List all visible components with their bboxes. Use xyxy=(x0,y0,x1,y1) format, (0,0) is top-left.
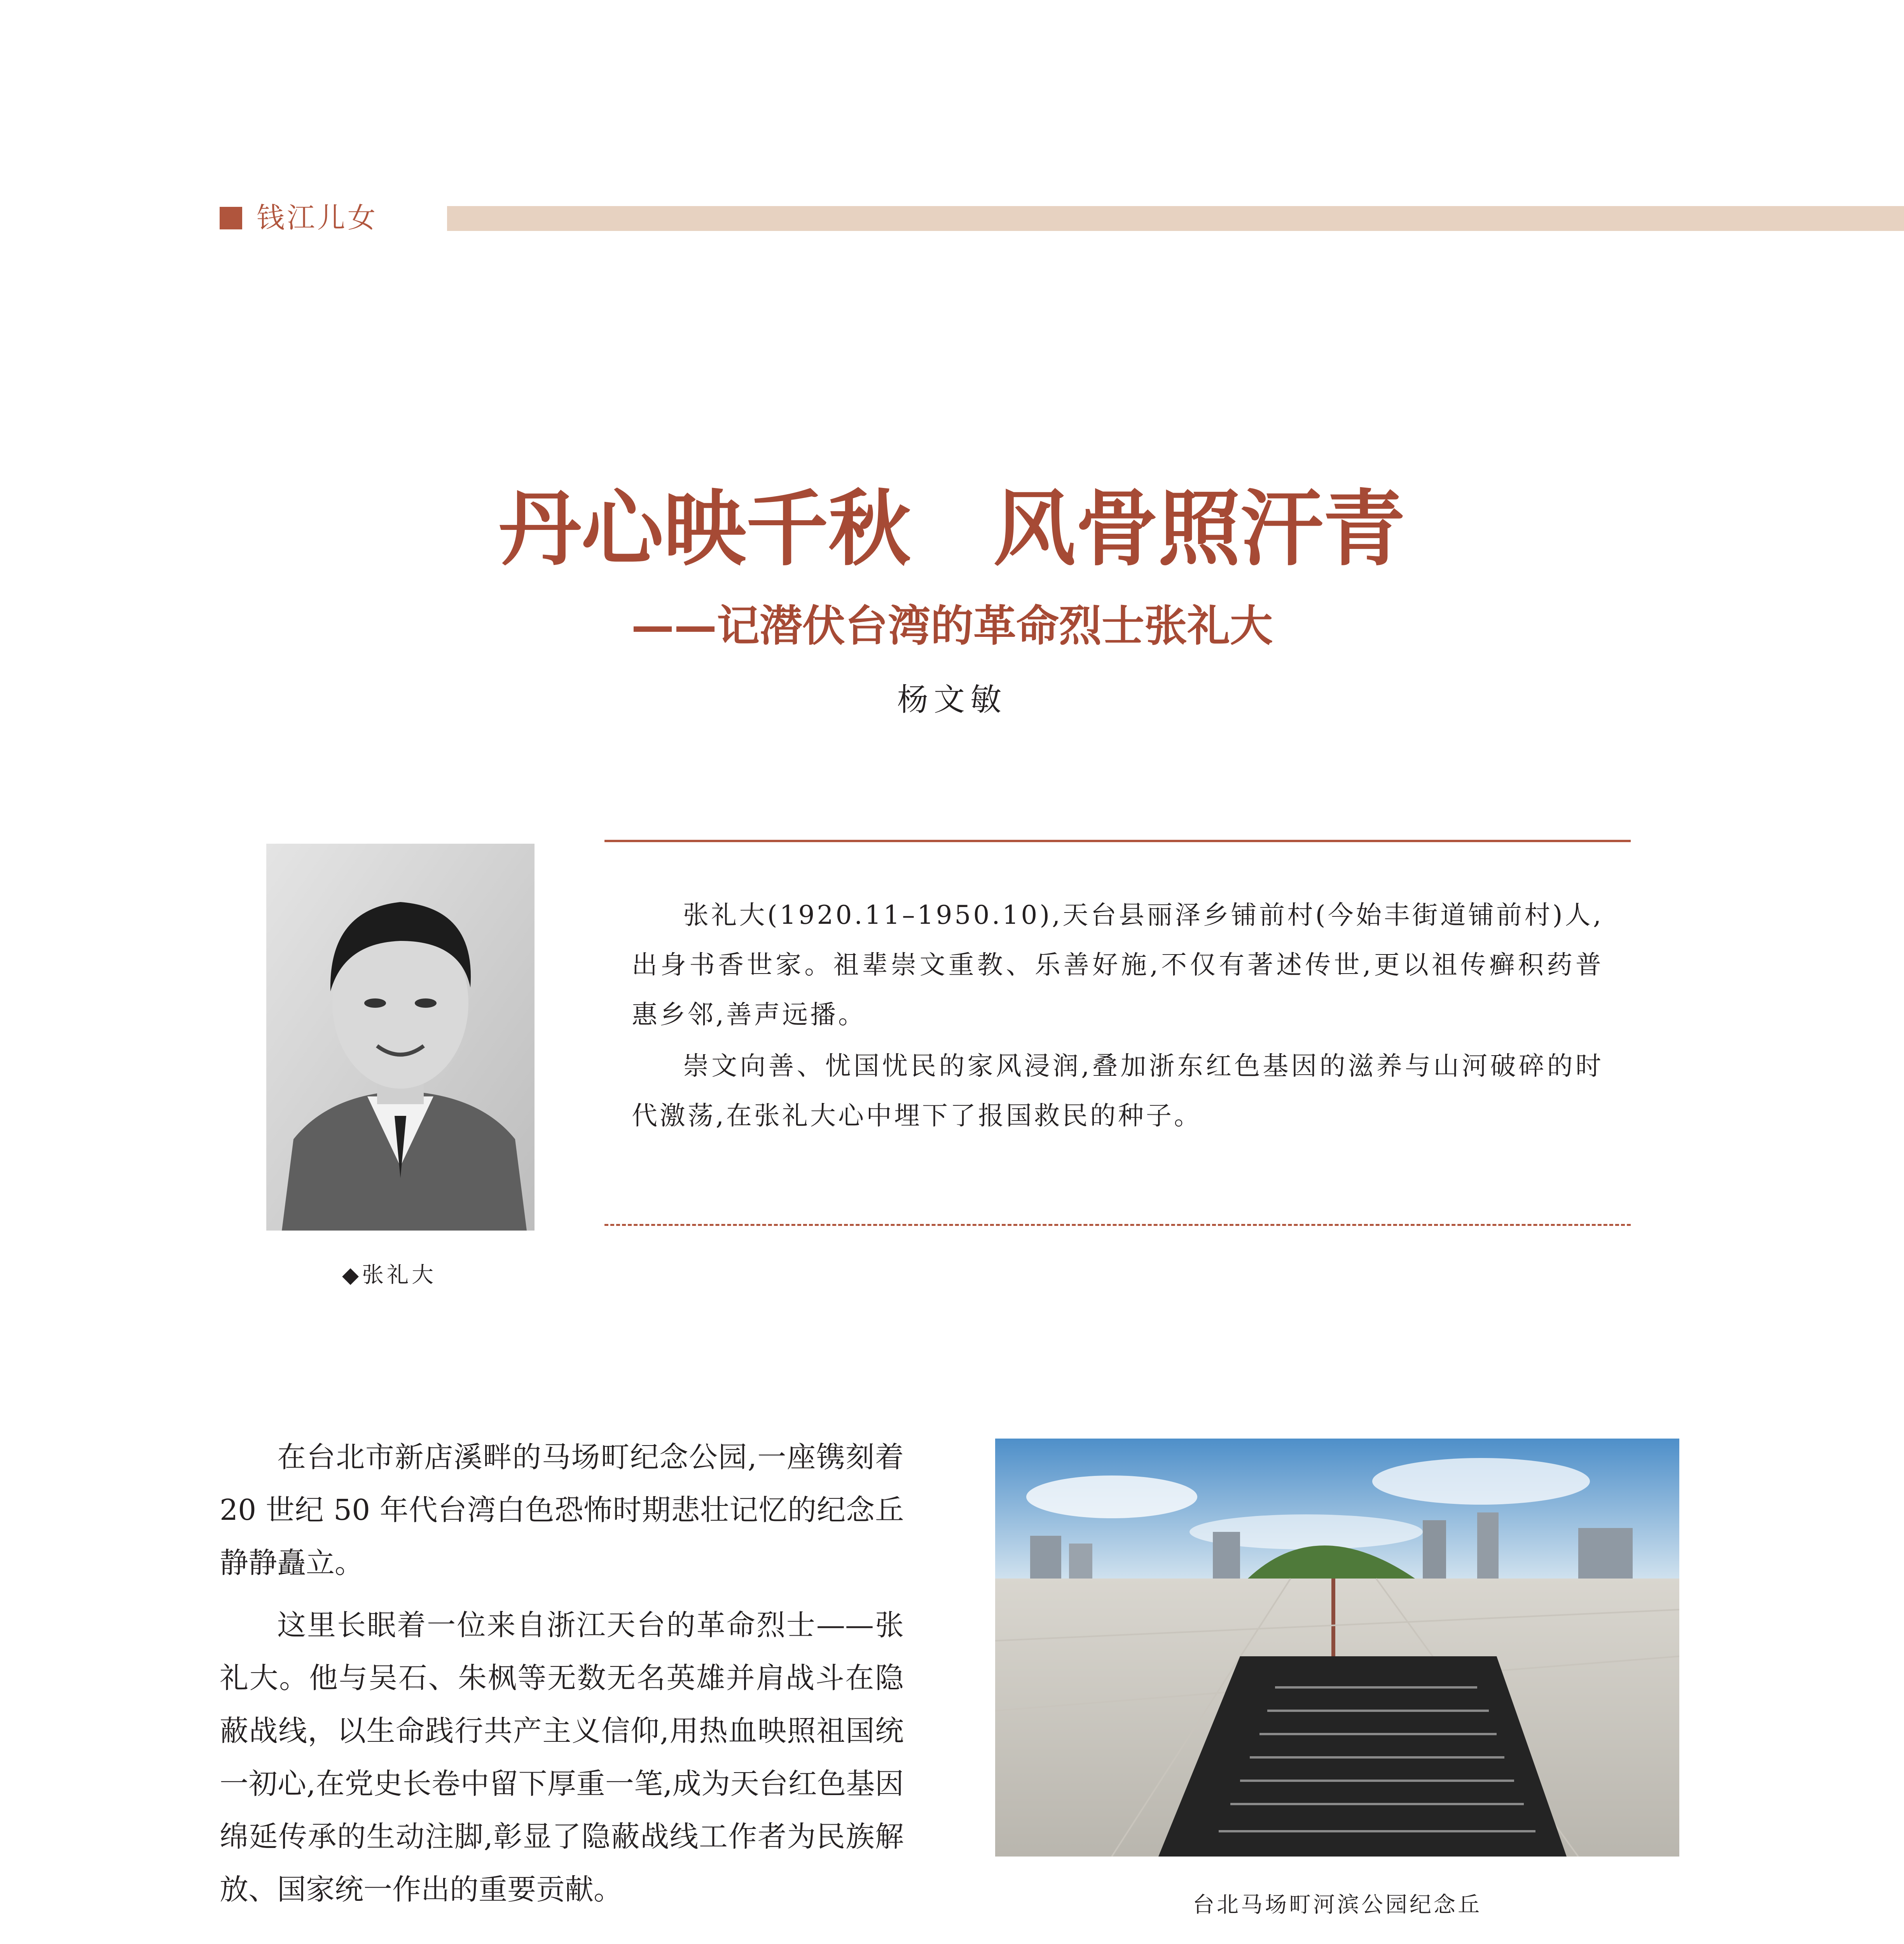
section-label: 钱江儿女 xyxy=(257,201,378,234)
section-bar xyxy=(447,206,1904,231)
article-author: 杨文敏 xyxy=(897,682,1007,718)
memorial-photo xyxy=(995,1439,1679,1857)
body-paragraph: 这里长眠着一位来自浙江天台的革命烈士——张礼大。他与吴石、朱枫等无数无名英雄并肩战斗在隐蔽战线，以生命践行共产主义信仰,用热血映照祖国统一初心,在党史长卷中留下厚重一笔,成为天台红色基因绵延传承的生动注脚,彰显了隐蔽战线工作者为民族解放、国家统一作出的重要贡献。 xyxy=(220,1608,904,1906)
intro-paragraph: 崇文向善、忧国忧民的家风浸润,叠加浙东红色基因的滋养与山河破碎的时代激荡,在张礼大心中埋下了报国救民的种子。 xyxy=(632,1051,1604,1131)
portrait-illustration xyxy=(266,844,535,1231)
intro-summary xyxy=(632,890,1604,1142)
photo-caption: 台北马场町河滨公园纪念丘 xyxy=(1193,1892,1482,1918)
article-title: 丹心映千秋 风骨照汗青 xyxy=(499,480,1405,577)
intro-paragraph: 张礼大(1920.11–1950.10),天台县丽泽乡铺前村(今始丰街道铺前村)人,出身书香世家。祖辈崇文重教、乐善好施,不仅有著述传世,更以祖传癣积药普惠乡邻,善声远播。 xyxy=(632,900,1604,1030)
section-marker xyxy=(220,207,242,229)
portrait-caption: ◆张礼大 xyxy=(342,1262,437,1288)
memorial-illustration xyxy=(995,1439,1679,1857)
portrait-photo xyxy=(266,844,535,1231)
article-subtitle: ——记潜伏台湾的革命烈士张礼大 xyxy=(631,601,1273,651)
intro-bottom-rule xyxy=(604,1224,1631,1226)
left-column xyxy=(220,1431,904,1925)
body-paragraph: 在台北市新店溪畔的马场町纪念公园,一座镌刻着 20 世纪 50 年代台湾白色恐怖时期悲壮记忆的纪念丘静静矗立。 xyxy=(220,1441,904,1580)
intro-top-rule xyxy=(604,840,1631,842)
